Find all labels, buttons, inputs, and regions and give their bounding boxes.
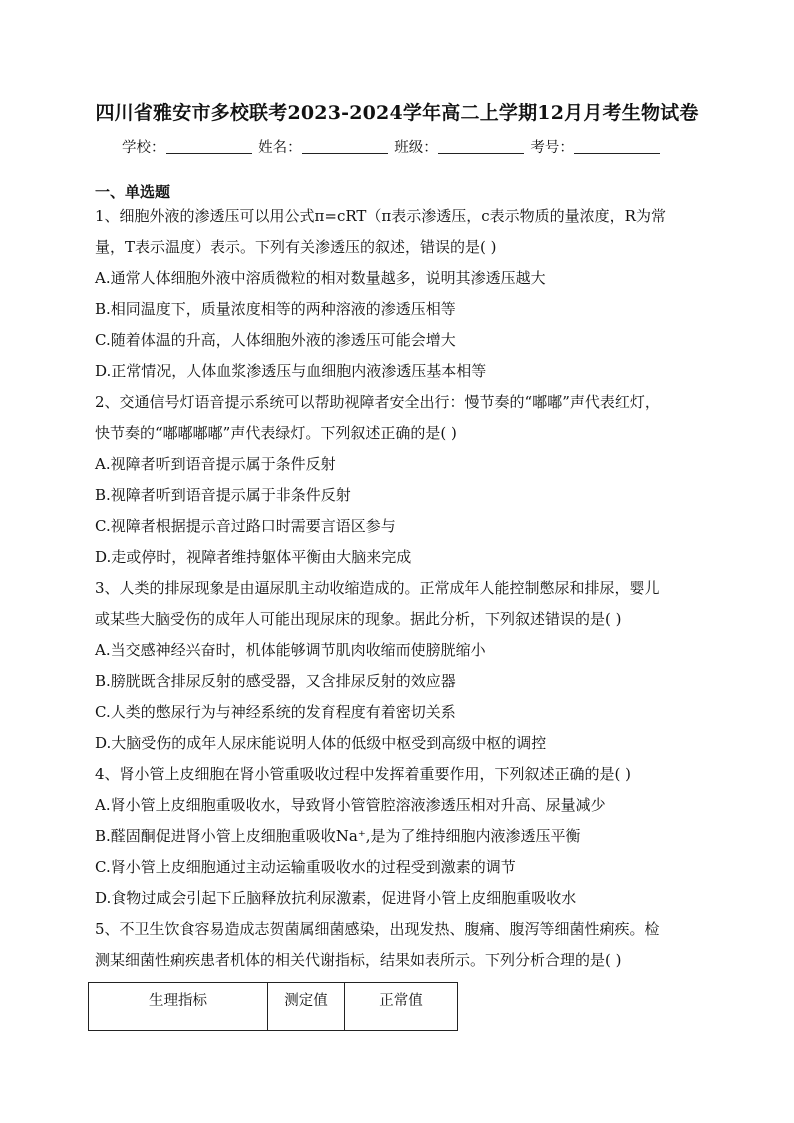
exam-number-label: 考号： [530,140,574,156]
option-b: B.膀胱既含排尿反射的感受器，又含排尿反射的效应器 [95,672,456,690]
exam-title: 四川省雅安市多校联考2023-2024学年高二上学期12月月考生物试卷 [95,102,699,124]
question-2 [95,387,705,573]
option-d: D.食物过咸会引起下丘脑释放抗利尿激素，促进肾小管上皮细胞重吸收水 [95,889,577,907]
option-b: B.视障者听到语音提示属于非条件反射 [95,486,351,504]
option-a: A.当交感神经兴奋时，机体能够调节肌肉收缩而使膀胱缩小 [95,641,486,659]
name-blank[interactable] [302,139,388,154]
question-3 [95,573,705,759]
option-c: C.随着体温的升高，人体细胞外液的渗透压可能会增大 [95,331,456,349]
option-d: D.走或停时，视障者维持躯体平衡由大脑来完成 [95,548,412,566]
question-stem-line: 3、人类的排尿现象是由逼尿肌主动收缩造成的。正常成年人能控制憋尿和排尿，婴儿 [95,579,660,597]
exam-number-blank[interactable] [574,139,660,154]
option-c: C.人类的憋尿行为与神经系统的发育程度有着密切关系 [95,703,456,721]
class-blank[interactable] [438,139,524,154]
school-label: 学校： [122,140,166,156]
option-a: A.视障者听到语音提示属于条件反射 [95,455,336,473]
option-d: D.大脑受伤的成年人尿床能说明人体的低级中枢受到高级中枢的调控 [95,734,547,752]
question-5 [95,914,705,976]
question-stem-line: 测某细菌性痢疾患者机体的相关代谢指标，结果如表所示。下列分析合理的是( ) [95,951,622,969]
metrics-table [88,982,458,1031]
table-header-cell: 测定值 [268,983,345,1031]
school-blank[interactable] [166,139,252,154]
option-d: D.正常情况，人体血浆渗透压与血细胞内液渗透压基本相等 [95,362,487,380]
option-b: B.相同温度下，质量浓度相等的两种溶液的渗透压相等 [95,300,456,318]
option-c: C.肾小管上皮细胞通过主动运输重吸收水的过程受到激素的调节 [95,858,516,876]
name-label: 姓名： [258,140,302,156]
question-4 [95,759,705,914]
question-1 [95,201,705,387]
option-a: A.通常人体细胞外液中溶质微粒的相对数量越多，说明其渗透压越大 [95,269,546,287]
question-stem-line: 或某些大脑受伤的成年人可能出现尿床的现象。据此分析，下列叙述错误的是( ) [95,610,622,628]
question-stem-line: 2、交通信号灯语音提示系统可以帮助视障者安全出行：慢节奏的“嘟嘟”声代表红灯， [95,393,660,411]
question-stem-line: 量，T表示温度）表示。下列有关渗透压的叙述，错误的是( ) [95,238,497,256]
table-header-cell: 正常值 [345,983,458,1031]
table-header-row [89,983,458,1031]
option-c: C.视障者根据提示音过路口时需要言语区参与 [95,517,396,535]
student-info-line [122,136,662,157]
question-stem-line: 1、细胞外液的渗透压可以用公式π=cRT（π表示渗透压，c表示物质的量浓度，R为常 [95,207,666,225]
question-stem-line: 4、肾小管上皮细胞在肾小管重吸收过程中发挥着重要作用，下列叙述正确的是( ) [95,765,632,783]
section-heading: 一、单选题 [95,183,171,201]
question-stem-line: 5、不卫生饮食容易造成志贺菌属细菌感染，出现发热、腹痛、腹泻等细菌性痢疾。检 [95,920,660,938]
question-stem-line: 快节奏的“嘟嘟嘟嘟”声代表绿灯。下列叙述正确的是( ) [95,424,457,442]
option-a: A.肾小管上皮细胞重吸收水，导致肾小管管腔溶液渗透压相对升高、尿量减少 [95,796,606,814]
option-b: B.醛固酮促进肾小管上皮细胞重吸收Na⁺,是为了维持细胞内液渗透压平衡 [95,827,581,845]
class-label: 班级： [394,140,438,156]
questions-list [95,201,705,976]
table-header-cell: 生理指标 [89,983,268,1031]
